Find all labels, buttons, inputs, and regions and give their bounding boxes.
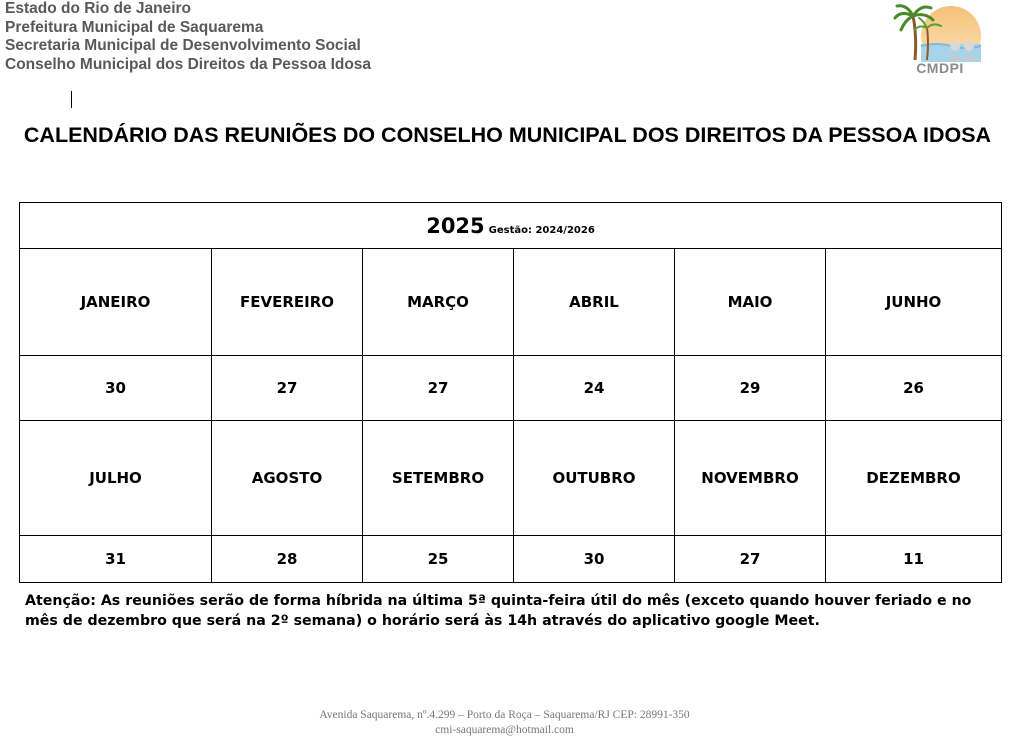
- header-council: Conselho Municipal dos Direitos da Pessoa Idosa: [5, 55, 372, 73]
- year-label: 2025: [426, 213, 485, 238]
- day-cell: 27: [363, 356, 514, 421]
- month-cell: JUNHO: [826, 249, 1002, 356]
- month-cell: MAIO: [675, 249, 826, 356]
- day-cell: 11: [826, 536, 1002, 583]
- month-cell: JULHO: [20, 421, 212, 536]
- month-cell: JANEIRO: [20, 249, 212, 356]
- day-cell: 31: [20, 536, 212, 583]
- year-cell: [20, 203, 1002, 249]
- day-cell: 26: [826, 356, 1002, 421]
- month-cell: DEZEMBRO: [826, 421, 1002, 536]
- footer-address: Avenida Saquarema, nº.4.299 – Porto da Roça – Saquarema/RJ CEP: 28991-350: [319, 709, 690, 721]
- logo-text: CMDPI: [916, 60, 964, 76]
- day-cell: 24: [514, 356, 675, 421]
- page-title: CALENDÁRIO DAS REUNIÕES DO CONSELHO MUNICIPAL DOS DIREITOS DA PESSOA IDOSA: [23, 123, 992, 147]
- day-cell: 25: [363, 536, 514, 583]
- month-cell: AGOSTO: [212, 421, 363, 536]
- month-row: [20, 249, 1002, 356]
- text-cursor: [71, 91, 72, 108]
- letterhead: [5, 0, 371, 74]
- month-cell: NOVEMBRO: [675, 421, 826, 536]
- day-cell: 27: [675, 536, 826, 583]
- month-cell: FEVEREIRO: [212, 249, 363, 356]
- gestao-label: Gestão: 2024/2026: [488, 224, 595, 236]
- footer-email: cmi-saquarema@hotmail.com: [435, 724, 574, 736]
- attention-note: Atenção: As reuniões serão de forma híbrida na última 5ª quinta-feira útil do mês (exceto quando houver feriado e no mês de dezembro que será na 2º semana) o horário será às 14h através do aplicativo google Meet.: [25, 593, 972, 629]
- day-cell: 27: [212, 356, 363, 421]
- day-cell: 30: [514, 536, 675, 583]
- palm-sunset-logo-icon: [893, 2, 987, 62]
- month-cell: OUTUBRO: [514, 421, 675, 536]
- footer: [0, 708, 1009, 738]
- meeting-calendar-table: [19, 202, 1002, 583]
- month-cell: ABRIL: [514, 249, 675, 356]
- header-secretariat: Secretaria Municipal de Desenvolvimento Social: [5, 37, 361, 54]
- day-cell: 29: [675, 356, 826, 421]
- header-prefecture: Prefeitura Municipal de Saquarema: [5, 18, 264, 36]
- day-cell: 28: [212, 536, 363, 583]
- day-row: [20, 536, 1002, 583]
- header-state: Estado do Rio de Janeiro: [5, 0, 192, 17]
- month-cell: MARÇO: [363, 249, 514, 356]
- day-cell: 30: [20, 356, 212, 421]
- month-cell: SETEMBRO: [363, 421, 514, 536]
- month-row: [20, 421, 1002, 536]
- cmdpi-logo: [893, 2, 987, 76]
- year-row: [20, 203, 1002, 249]
- day-row: [20, 356, 1002, 421]
